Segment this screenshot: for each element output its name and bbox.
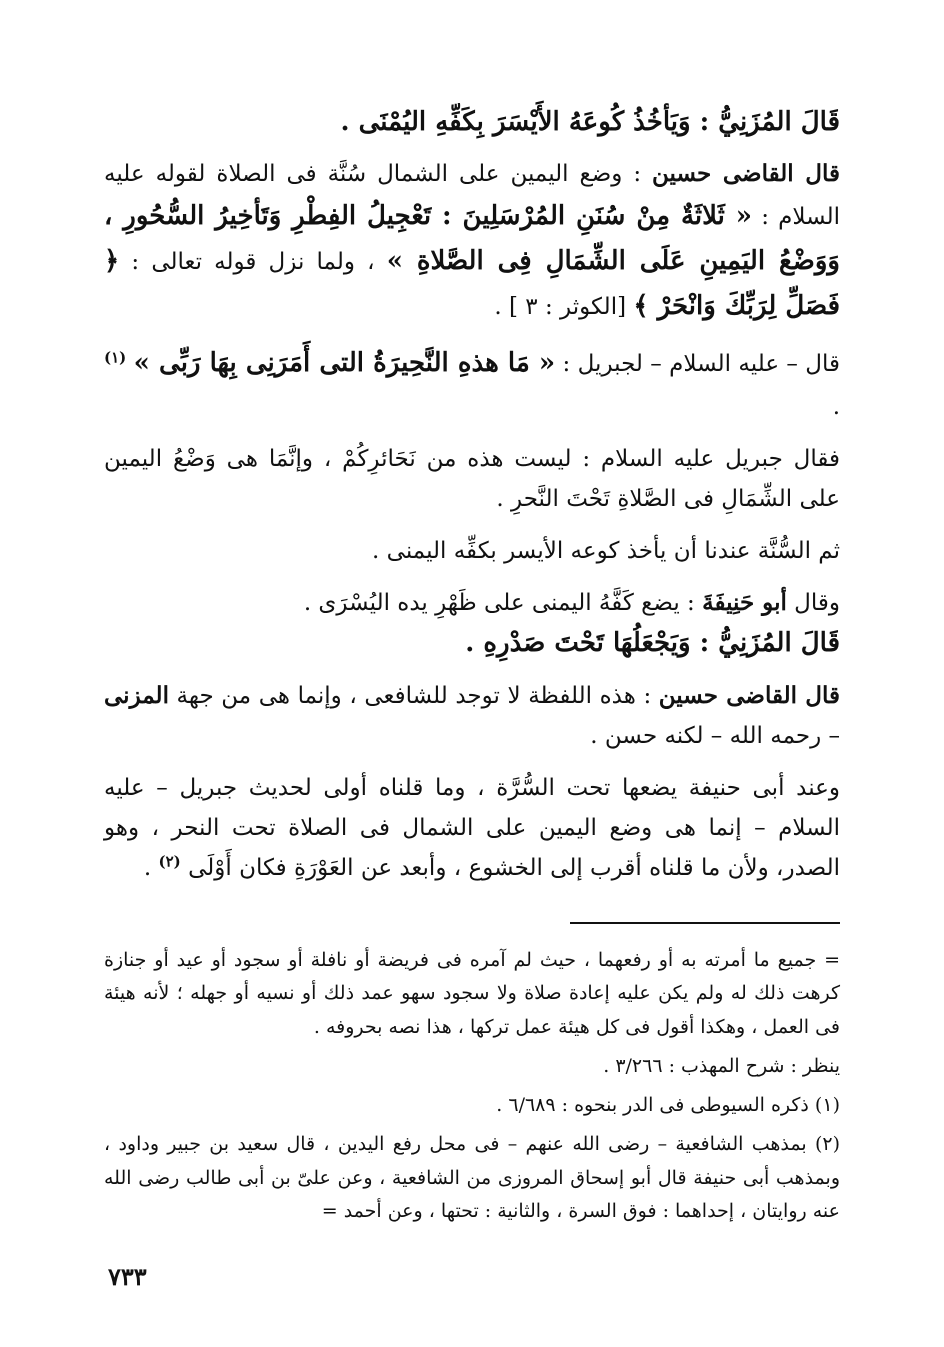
paragraph-jibril-answer: فقال جبريل عليه السلام : ليست هذه من نَحَائرِكُمْ ، وإنَّمَا هى وَضْعُ اليمين على الشِّمَالِ فى الصَّلاةِ تَحْتَ النَّحرِ . (104, 445, 840, 512)
heading-muzani-1: قَالَ المُزَنِيُّ : وَيَأخُذُ كُوعَهُ الأَيْسَرَ بِكَفِّهِ اليُمْنَى . (340, 107, 840, 137)
footnote-see: ينظر : شرح المهذب : ٣/٢٦٦ . (603, 1054, 840, 1077)
footnote-continuation: = جميع ما أمرته به أو رفعهما ، حيث لم آمره فى فريضة أو نافلة أو سجود أو عيد أو جنازة كرهت ذلك له ولم يكن عليه إعادة صلاة ولا سجود سهو عمد ذلك أو نسيه أو جهله ؛ لأنه هيئة فى العمل ، وهكذا أقول فى كل هيئة عمل تركها ، هذا نصه بحروفه . (104, 949, 840, 1038)
verse-reference: [الكوثر : ٣ ] . (494, 294, 634, 321)
main-text (104, 102, 840, 888)
paragraph-abu-hanifa: وقال أبو حَنِيفَةَ : يضع كَفَّهُ اليمنى على ظَهْرِ يده اليُسْرَى . (303, 588, 840, 616)
speaker-name: قال القاضى حسين (658, 682, 840, 710)
speaker-name: أبو حَنِيفَةَ (702, 588, 787, 616)
paragraph-prophet-jibril: قال – عليه السلام – لجبريل : « مَا هذهِ النَّحِيرَةُ التى أَمَرَنِى بِهَا رَبِّى » $^{(١)}$ . (104, 348, 840, 420)
page-number: ٧٣٣ (108, 1262, 147, 1291)
heading-muzani-2: قَالَ المُزَنِيُّ : وَيَجْعَلُهَا تَحْتَ صَدْرِهِ . (465, 627, 840, 658)
footnote-2: (٢) بمذهب الشافعية – رضى الله عنهم – فى محل رفع اليدين ، قال سعيد بن جبير وداود ، وبمذهب أبى حنيفة قال أبو إسحاق المروزى من الشافعية ، وعن علىّ بن أبى طالب رضى الله عنه روايتان ، إحداهما : فوق السرة ، والثانية : تحتها ، وعن أحمد = (104, 1133, 840, 1222)
paragraph-sunnah: ثم السُّنَّة عندنا أن يأخذ كوعه الأيسر بكفِّه اليمنى . (372, 537, 840, 564)
footnote-marker: (١) (104, 348, 127, 367)
paragraph-qadi-husayn-2: قال القاضى حسين : هذه اللفظة لا توجد للشافعى ، وإنما هى من جهة المزنى – رحمه الله – لكنه حسن . (104, 682, 840, 750)
footnote-1: (١) ذكره السيوطى فى الدر بنحوه : ٦/٦٨٩ . (496, 1094, 840, 1116)
footnotes (104, 944, 840, 1234)
footnote-divider (570, 922, 840, 924)
paragraph-qadi-husayn-1: قال القاضى حسين : وضع اليمين على الشمال سُنَّة فى الصلاة لقوله عليه السلام : « ثَلاثَةٌ مِنْ سُنَنِ المُرْسَلِينَ : تَعْجِيلُ الفِطْرِ وَتَأخِيرُ السُّحُورِ ، وَوَضْعُ اليَمِينِ عَلَى الشِّمَالِ فِى الصَّلاةِ » ، ولما نزل قوله تعالى : ﴿ فَصَلِّ لِرَبِّكَ وَانْحَرْ ﴾ [الكوثر : ٣ ] . (104, 159, 840, 322)
footnote-marker: (٢) (158, 852, 181, 871)
hadith-quote: « ثَلاثَةٌ مِنْ سُنَنِ المُرْسَلِينَ : تَعْجِيلُ الفِطْرِ وَتَأخِيرُ السُّحُورِ ، وَوَضْعُ اليَمِينِ عَلَى الشِّمَالِ فِى الصَّلاةِ » (104, 200, 840, 276)
hadith-quote: « مَا هذهِ النَّحِيرَةُ التى أَمَرَنِى بِهَا رَبِّى » (133, 348, 556, 379)
quran-verse: ﴿ فَصَلِّ لِرَبِّكَ وَانْحَرْ ﴾ (104, 245, 840, 322)
speaker-name: قال القاضى حسين (652, 159, 840, 187)
speaker-name: المزنى (104, 682, 169, 710)
paragraph-conclusion: وعند أبى حنيفة يضعها تحت السُّرَّة ، وما قلناه أولى لحديث جبريل – عليه السلام – إنما هى وضع اليمين على الشمال فى الصلاة تحت النحر ، وهو الصدر، ولأن ما قلناه أقرب إلى الخشوع ، وأبعد عن العَوْرَةِ فكان أَوْلَى $^{(٢)}$ . (104, 775, 840, 882)
